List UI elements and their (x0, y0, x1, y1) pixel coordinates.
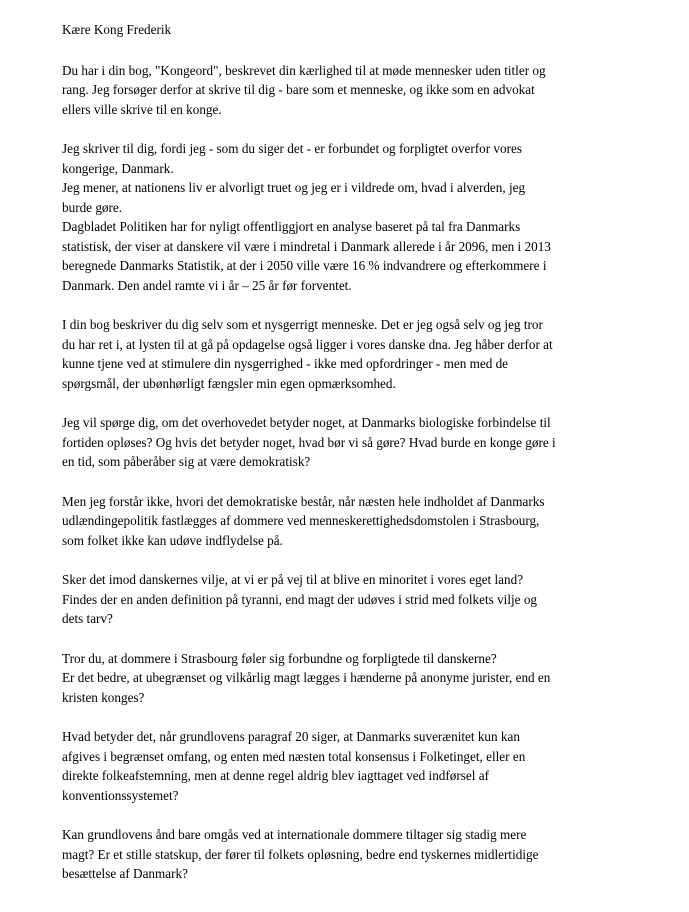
paragraph-line: dets tarv? (62, 611, 113, 626)
paragraph-line: Dagbladet Politiken har for nyligt offentliggjort en analyse baseret på tal fra Danmarks (62, 219, 521, 234)
paragraph-line: kristen konges? (62, 689, 145, 705)
paragraph-line: Hvad betyder det, når grundlovens paragraf 20 siger, at Danmarks suverænitet kun kan (62, 729, 520, 744)
paragraph-line: magt? Er et stille statskup, der fører til folkets opløsning, bedre end tyskernes midlertidige (62, 846, 539, 862)
paragraph-line: Sker det imod danskernes vilje, at vi er på vej til at blive en minoritet i vores eget land? (62, 572, 524, 587)
paragraph-line: ellers ville skrive til en konge. (62, 101, 222, 117)
letter-paragraph (62, 649, 622, 708)
paragraph-line: rang. Jeg forsøger derfor at skrive til dig - bare som et menneske, og ikke som en advokat (62, 82, 535, 97)
paragraph-line: Jeg vil spørge dig, om det overhovedet betyder noget, at Danmarks biologiske forbindelse til (62, 415, 551, 430)
letter-paragraph (62, 61, 622, 120)
paragraph-line: Er det bedre, at ubegrænset og vilkårlig magt lægges i hænderne på anonyme jurister, end en (62, 670, 551, 685)
paragraph-line: du har ret i, at lysten til at gå på opdagelse også ligger i vores danske dna. Jeg håber derfor at (62, 336, 553, 352)
paragraph-line: afgives i begrænset omfang, og enten med næsten total konsensus i Folketinget, eller en (62, 748, 526, 764)
paragraph-line: Jeg skriver til dig, fordi jeg - som du siger det - er forbundet og forpligtet overfor vores (62, 141, 522, 156)
paragraph-line: konventionssystemet? (62, 787, 179, 803)
paragraph-line: Tror du, at dommere i Strasbourg føler sig forbundne og forpligtede til danskerne? (62, 650, 497, 666)
paragraph-line: I din bog beskriver du dig selv som et nysgerrigt menneske. Det er jeg også selv og jeg tror (62, 317, 543, 332)
letter-paragraph (62, 570, 622, 629)
letter-paragraph (62, 413, 622, 472)
letter-paragraph (62, 727, 622, 805)
paragraph-line: som folket ikke kan udøve indflydelse på. (62, 532, 283, 548)
paragraph-line: burde gøre. (62, 199, 123, 215)
letter-body (62, 61, 622, 884)
paragraph-line: direkte folkeafstemning, men at denne regel aldrig blev iagttaget ved indførsel af (62, 768, 489, 783)
paragraph-line: Findes der en anden definition på tyranni, end magt der udøves i strid med folkets vilje og (62, 591, 538, 607)
paragraph-line: statistisk, der viser at danskere vil være i mindretal i Danmark allerede i år 2096, men i 2013 (62, 238, 551, 254)
paragraph-line: udlændingepolitik fastlægges af dommere ved menneskerettighedsdomstolen i Strasbourg, (62, 513, 540, 528)
paragraph-line: Du har i din bog, "Kongeord", beskrevet din kærlighed til at møde mennesker uden titler og (62, 62, 546, 78)
letter-document (62, 20, 622, 904)
paragraph-line: Men jeg forstår ikke, hvori det demokratiske består, når næsten hele indholdet af Danmarks (62, 493, 545, 509)
letter-greeting: Kære Kong Frederik (62, 22, 172, 37)
paragraph-line: spørgsmål, der ubønhørligt fængsler min egen opmærksomhed. (62, 375, 396, 391)
paragraph-line: beregnede Danmarks Statistik, at der i 2050 ville være 16 % indvandrere og efterkommere i (62, 258, 547, 273)
letter-paragraph (62, 139, 622, 295)
paragraph-line: besættelse af Danmark? (62, 866, 188, 881)
paragraph-line: Kan grundlovens ånd bare omgås ved at internationale dommere tiltager sig stadig mere (62, 827, 527, 842)
letter-paragraph (62, 315, 622, 393)
paragraph-line: kongerige, Danmark. (62, 160, 174, 176)
paragraph-line: fortiden opløses? Og hvis det betyder noget, hvad bør vi så gøre? Hvad burde en konge gøre i (62, 434, 556, 450)
paragraph-line: en tid, som påberåber sig at være demokratisk? (62, 454, 311, 469)
paragraph-line: Danmark. Den andel ramte vi i år – 25 år før forventet. (62, 277, 352, 293)
paragraph-line: Jeg mener, at nationens liv er alvorligt truet og jeg er i vildrede om, hvad i alverden, jeg (62, 180, 526, 195)
letter-paragraph (62, 492, 622, 551)
letter-paragraph (62, 825, 622, 884)
paragraph-line: kunne tjene ved at stimulere din nysgerrighed - ikke med opfordringer - men med de (62, 356, 509, 371)
